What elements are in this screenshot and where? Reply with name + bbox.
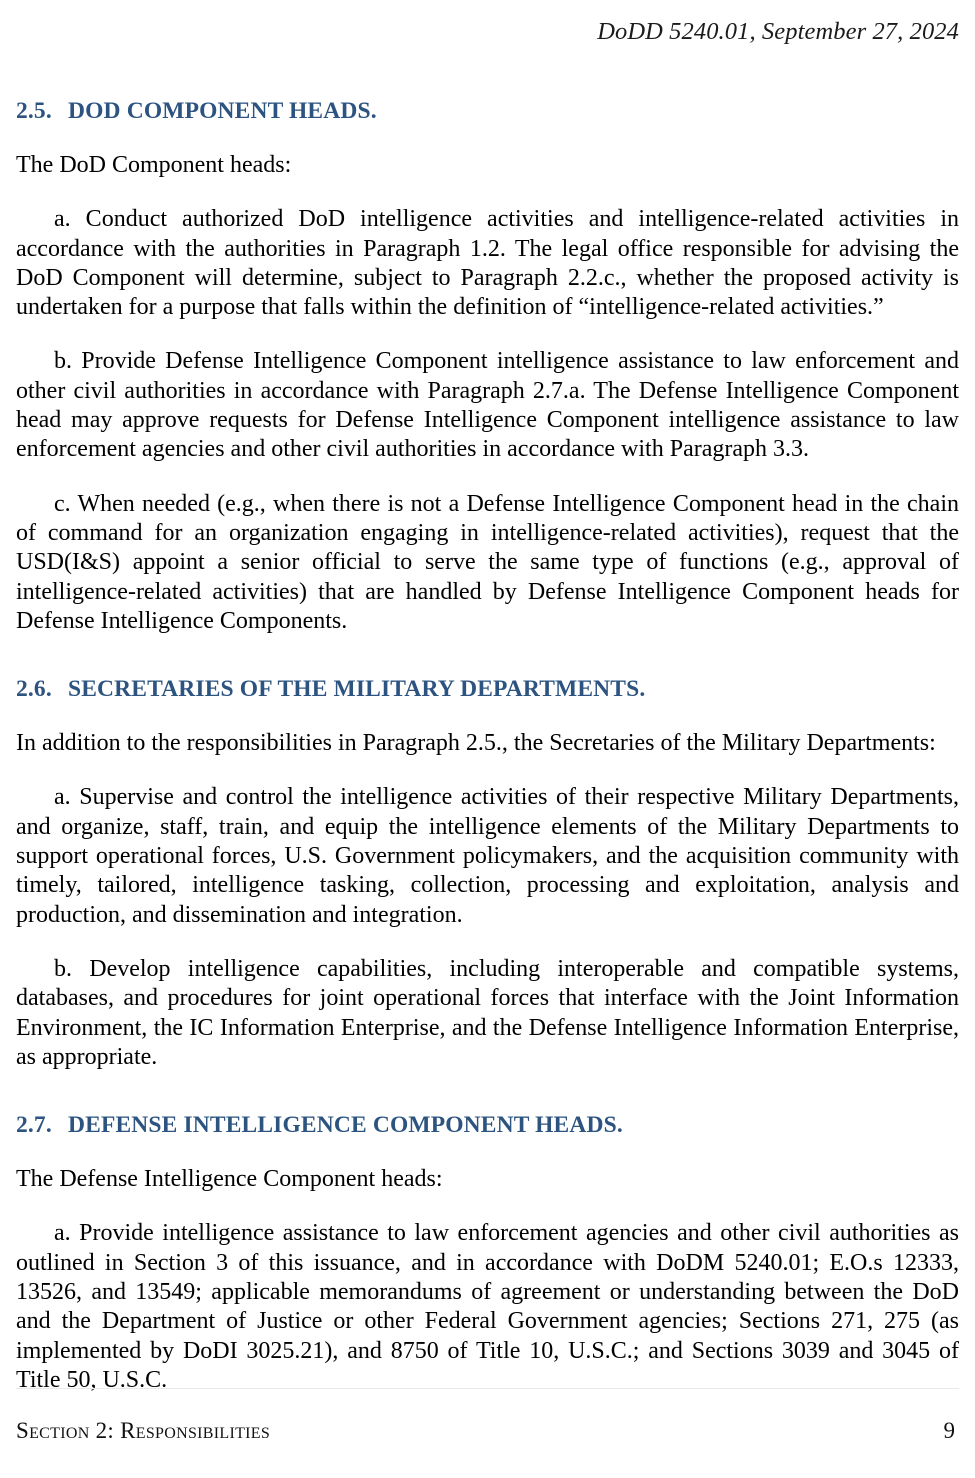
running-header: DoDD 5240.01, September 27, 2024	[597, 18, 959, 45]
paragraph-2-6-b: b. Develop intelligence capabilities, including interoperable and compatible systems, databases, and procedures for joint operational forces that interface with the Joint Information Environment, the IC Information Enterprise, and the Defense Intelligence Information Enterprise, as appropriate.	[16, 955, 959, 1070]
section-heading-2-7	[16, 1112, 959, 1139]
paragraph-2-7-a: a. Provide intelligence assistance to law enforcement agencies and other civil authorities as outlined in Section 3 of this issuance, and in accordance with DoDM 5240.01; E.O.s 12333, 13526, and 13549; applicable memorandums of agreement or understanding between the DoD and the Department of Justice or other Federal Government agencies; Sections 271, 275 (as implemented by DoDI 3025.21), and 8750 of Title 10, U.S.C.; and Sections 3039 and 3045 of Title 50, U.S.C.	[16, 1220, 959, 1393]
section-number-2-6: 2.6.	[16, 676, 52, 703]
section-lead-2-7: The Defense Intelligence Component heads:	[16, 1166, 443, 1193]
section-heading-2-5	[16, 98, 959, 125]
section-lead-2-5: The DoD Component heads:	[16, 152, 292, 178]
footer-row	[16, 1418, 959, 1444]
section-title-2-5: DOD COMPONENT HEADS.	[68, 98, 377, 124]
paragraph-2-6-a: a. Supervise and control the intelligence activities of their respective Military Departments, and organize, staff, train, and equip the intelligence elements of the Military Departments to support operational forces, U.S. Government policymakers, and the acquisition community with timely, tailored, intelligence tasking, collection, processing and exploitation, analysis and production, and dissemination and integration.	[16, 784, 959, 928]
footer-divider	[16, 1388, 959, 1389]
page-footer	[16, 1382, 959, 1478]
page-content	[16, 0, 959, 1395]
page-number: 9	[943, 1418, 955, 1443]
paragraph-2-5-a: a. Conduct authorized DoD intelligence activities and intelligence-related activities in accordance with the authorities in Paragraph 1.2. The legal office responsible for advising the DoD Component will determine, subject to Paragraph 2.2.c., whether the proposed activity is undertaken for a purpose that falls within the definition of “intelligence-related activities.”	[16, 206, 959, 321]
section-title-2-6: SECRETARIES OF THE MILITARY DEPARTMENTS.	[68, 676, 646, 703]
section-title-2-7: DEFENSE INTELLIGENCE COMPONENT HEADS.	[68, 1112, 623, 1139]
section-number-2-5: 2.5.	[16, 98, 52, 124]
section-lead-2-6: In addition to the responsibilities in Paragraph 2.5., the Secretaries of the Military Departments:	[16, 730, 936, 757]
paragraph-2-5-b: b. Provide Defense Intelligence Component intelligence assistance to law enforcement and other civil authorities in accordance with Paragraph 2.7.a. The Defense Intelligence Component head may approve requests for Defense Intelligence Component intelligence assistance to law enforcement agencies and other civil authorities in accordance with Paragraph 3.3.	[16, 348, 959, 463]
section-heading-2-6	[16, 676, 959, 703]
footer-section-label: Section 2: Responsibilities	[16, 1418, 271, 1443]
section-number-2-7: 2.7.	[16, 1112, 52, 1139]
paragraph-2-5-c: c. When needed (e.g., when there is not a Defense Intelligence Component head in the chain of command for an organization engaging in intelligence-related activities), request that the USD(I&S) appoint a senior official to serve the same type of functions (e.g., approval of intelligence-related activities) that are handled by Defense Intelligence Component heads for Defense Intelligence Components.	[16, 490, 959, 634]
